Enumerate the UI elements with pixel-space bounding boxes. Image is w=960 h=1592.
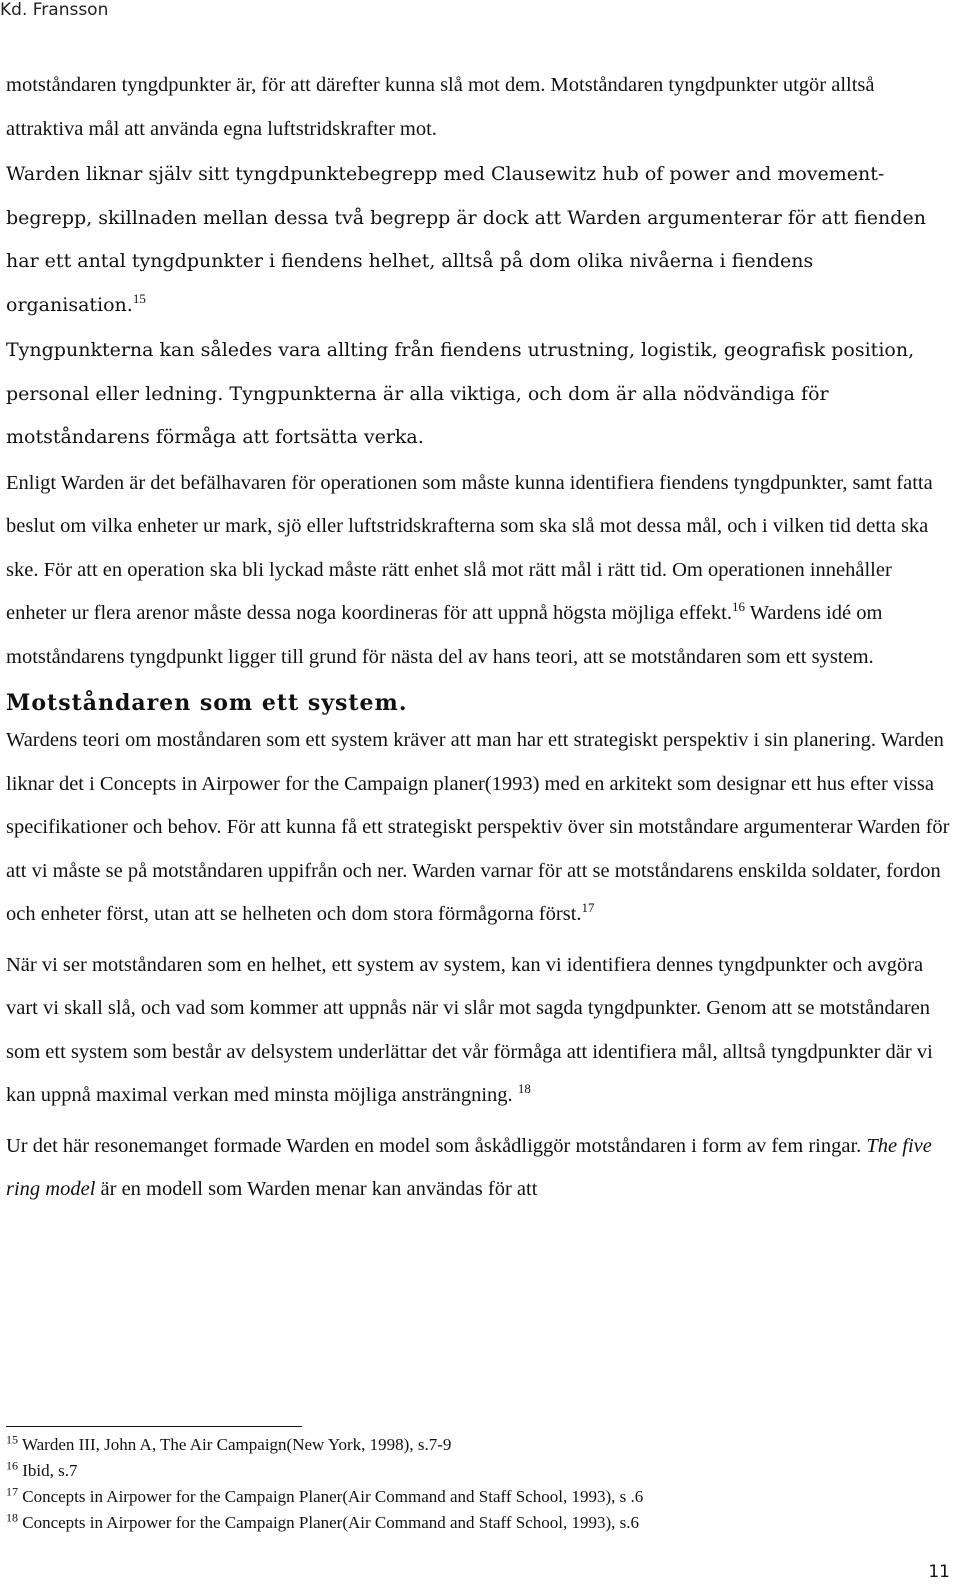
footnote-text: Warden III, John A, The Air Campaign(New York, 1998), s.7-9 bbox=[21, 1435, 452, 1454]
footnote-17 bbox=[6, 1484, 643, 1510]
paragraph-7 bbox=[6, 1125, 954, 1212]
paragraph-3 bbox=[6, 329, 954, 460]
paragraph-7-text-b: är en modell som Warden menar kan användas för att bbox=[95, 1178, 538, 1200]
paragraph-3-text: Tyngpunkterna kan således vara allting från fiendens utrustning, logistik, geografisk position, personal eller ledning. Tyngpunkterna är alla viktiga, och dom är alla nödvändiga för motståndarens förmåga att fortsätta verka. bbox=[6, 339, 915, 448]
paragraph-1 bbox=[6, 64, 954, 151]
footnote-number: 17 bbox=[6, 1484, 18, 1499]
paragraph-7-text-a: Ur det här resonemanget formade Warden en model som åskådliggör motståndaren i form av fem ringar. bbox=[6, 1134, 867, 1157]
footnote-16 bbox=[6, 1458, 643, 1484]
footnote-ref-15[interactable]: 15 bbox=[132, 290, 146, 306]
paragraph-2 bbox=[6, 153, 954, 327]
paragraph-6 bbox=[6, 944, 954, 1118]
footnote-ref-18[interactable]: 18 bbox=[517, 1081, 531, 1097]
section-heading: Motståndaren som ett system. bbox=[6, 690, 408, 716]
footnote-number: 18 bbox=[6, 1510, 18, 1525]
footnote-15 bbox=[6, 1432, 643, 1458]
footnotes bbox=[6, 1432, 643, 1536]
paragraph-2-text: Warden liknar själv sitt tyngdpunktebegrepp med Clausewitz hub of power and movement-begrepp, skillnaden mellan dessa två begrepp är dock att Warden argumenterar för att fienden har ett antal tyngdpunkter i fiendens helhet, alltså på dom olika nivåerna i fiendens organisation. bbox=[6, 163, 926, 316]
footnote-separator bbox=[6, 1426, 302, 1427]
paragraph-7-italic-title: The five ring model bbox=[6, 1134, 932, 1200]
footnote-ref-16[interactable]: 16 bbox=[731, 599, 745, 615]
paragraph-5 bbox=[6, 719, 954, 937]
running-header: Kd. Fransson bbox=[0, 0, 109, 20]
footnote-text: Concepts in Airpower for the Campaign Planer(Air Command and Staff School, 1993), s .6 bbox=[22, 1487, 644, 1506]
paragraph-6-text: När vi ser motståndaren som en helhet, ett system av system, kan vi identifiera dennes tyngdpunkter och avgöra vart vi skall slå, och vad som kommer att uppnås när vi slår mot sagda tyngdpunkter. Genom att se motståndaren som ett system som består av delsystem underlättar det vår förmåga att identifiera mål, alltså tyngdpunkter där vi kan uppnå maximal verkan med minsta möjliga ansträngning. bbox=[6, 953, 933, 1106]
footnote-number: 16 bbox=[6, 1458, 18, 1473]
footnote-number: 15 bbox=[6, 1432, 18, 1447]
paragraph-4 bbox=[6, 462, 954, 680]
footnote-ref-17[interactable]: 17 bbox=[581, 900, 595, 916]
paragraph-4-text-a: Enligt Warden är det befälhavaren för operationen som måste kunna identifiera fiendens tyngdpunkter, samt fatta beslut om vilka enheter ur mark, sjö eller luftstridskrafterna som ska slå mot dessa mål, och i vilken tid detta ska ske. För att en operation ska bli lyckad måste rätt enhet slå mot rätt mål i rätt tid. Om operationen innehåller enheter ur flera arenor måste dessa noga koordineras för att uppnå högsta möjliga effekt. bbox=[6, 471, 933, 624]
paragraph-1-text: motståndaren tyngdpunkter är, för att därefter kunna slå mot dem. Motståndaren tyngdpunkter utgör alltså attraktiva mål att använda egna luftstridskrafter mot. bbox=[6, 74, 875, 140]
page-number: 11 bbox=[928, 1562, 950, 1582]
footnote-18 bbox=[6, 1510, 643, 1536]
paragraph-5-text: Wardens teori om moståndaren som ett system kräver att man har ett strategiskt perspektiv i sin planering. Warden liknar det i Concepts in Airpower for the Campaign planer(1993) med en arkitekt som designar ett hus efter vissa specifikationer och behov. För att kunna få ett strategiskt perspektiv över sin motståndare argumenterar Warden för att vi måste se på motståndaren uppifrån och ner. Warden varnar för att se motståndarens enskilda soldater, fordon och enheter först, utan att se helheten och dom stora förmågorna först. bbox=[6, 729, 950, 925]
footnote-text: Ibid, s.7 bbox=[22, 1461, 78, 1480]
paragraph-4-text-b: Wardens idé om motståndarens tyngdpunkt ligger till grund för nästa del av hans teori, att se motståndaren som ett system. bbox=[6, 602, 883, 668]
page-body bbox=[6, 64, 954, 1212]
footnote-text: Concepts in Airpower for the Campaign Planer(Air Command and Staff School, 1993), s.6 bbox=[22, 1513, 640, 1532]
